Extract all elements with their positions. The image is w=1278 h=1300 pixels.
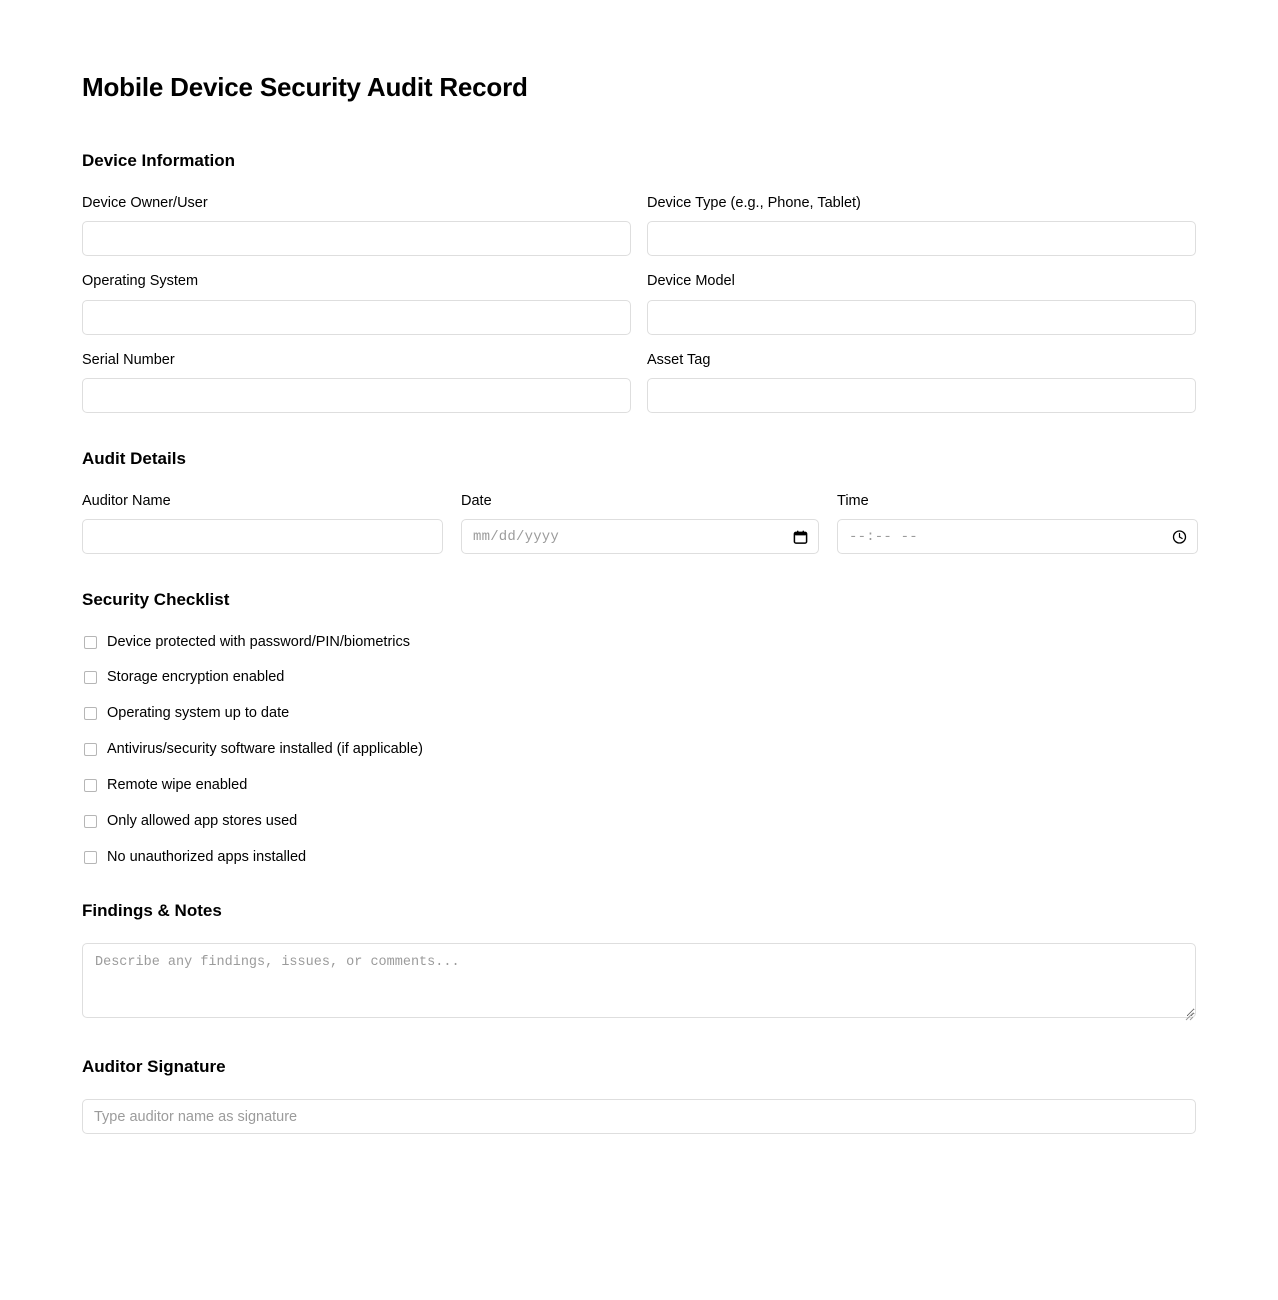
section-auditor-signature	[82, 1057, 1196, 1134]
page-title: Mobile Device Security Audit Record	[82, 72, 528, 102]
operating-system-input[interactable]	[82, 300, 631, 335]
label-device-type: Device Type (e.g., Phone, Tablet)	[647, 194, 861, 211]
checklist-item-label: Remote wipe enabled	[107, 776, 248, 793]
asset-tag-input[interactable]	[647, 378, 1196, 413]
section-findings-notes	[82, 901, 1196, 1023]
section-heading-audit-details: Audit Details	[82, 449, 186, 469]
section-heading-device-information: Device Information	[82, 151, 236, 171]
checklist-item-label: Only allowed app stores used	[107, 812, 298, 829]
device-model-input[interactable]	[647, 300, 1196, 335]
label-operating-system: Operating System	[82, 273, 199, 290]
notes-wrapper	[82, 943, 1196, 1023]
checklist-item-label: Device protected with password/PIN/biometrics	[107, 633, 411, 650]
label-audit-date: Date	[461, 492, 492, 509]
checklist-item-label: No unauthorized apps installed	[107, 848, 307, 865]
field-serial-number	[82, 351, 631, 414]
label-device-model: Device Model	[647, 273, 735, 290]
field-operating-system	[82, 272, 631, 335]
section-heading-findings-notes: Findings & Notes	[82, 900, 222, 920]
checkbox-password-protection[interactable]	[84, 636, 97, 649]
checklist-item[interactable]	[82, 848, 1196, 867]
section-heading-security-checklist: Security Checklist	[82, 590, 230, 610]
field-device-owner	[82, 194, 631, 257]
field-device-model	[647, 272, 1196, 335]
label-audit-time: Time	[837, 492, 869, 509]
checklist-item[interactable]	[82, 668, 1196, 687]
findings-notes-textarea[interactable]	[82, 943, 1196, 1018]
checkbox-os-up-to-date[interactable]	[84, 707, 97, 720]
label-auditor-name: Auditor Name	[82, 492, 171, 509]
checklist	[82, 633, 1196, 867]
label-serial-number: Serial Number	[82, 351, 175, 368]
section-security-checklist	[82, 590, 1196, 866]
checklist-item[interactable]	[82, 633, 1196, 652]
checklist-item-label: Storage encryption enabled	[107, 669, 285, 686]
audit-date-input[interactable]	[461, 519, 819, 554]
section-device-information	[82, 151, 1196, 413]
form-row	[82, 492, 1196, 555]
device-owner-input[interactable]	[82, 221, 631, 256]
checklist-item[interactable]	[82, 776, 1196, 795]
calendar-icon[interactable]	[793, 529, 808, 544]
label-device-owner: Device Owner/User	[82, 194, 208, 211]
checkbox-storage-encryption[interactable]	[84, 671, 97, 684]
clock-icon[interactable]	[1172, 529, 1187, 544]
checkbox-antivirus-installed[interactable]	[84, 743, 97, 756]
field-auditor-name	[82, 492, 443, 555]
checklist-item[interactable]	[82, 740, 1196, 759]
field-device-type	[647, 194, 1196, 257]
label-asset-tag: Asset Tag	[647, 351, 711, 368]
checkbox-remote-wipe[interactable]	[84, 779, 97, 792]
form-row	[82, 272, 1196, 335]
checkbox-no-unauthorized-apps[interactable]	[84, 851, 97, 864]
form-row	[82, 194, 1196, 257]
section-audit-details	[82, 449, 1196, 554]
auditor-signature-input[interactable]	[82, 1099, 1196, 1134]
date-input-wrapper	[461, 519, 819, 554]
section-heading-auditor-signature: Auditor Signature	[82, 1056, 226, 1076]
checklist-item-label: Antivirus/security software installed (if applicable)	[107, 741, 423, 758]
device-type-input[interactable]	[647, 221, 1196, 256]
serial-number-input[interactable]	[82, 378, 631, 413]
field-asset-tag	[647, 351, 1196, 414]
field-audit-date	[461, 492, 819, 555]
audit-time-input[interactable]	[837, 519, 1198, 554]
checklist-item-label: Operating system up to date	[107, 705, 290, 722]
checklist-item[interactable]	[82, 704, 1196, 723]
checklist-item[interactable]	[82, 812, 1196, 831]
form-row	[82, 351, 1196, 414]
time-input-wrapper	[837, 519, 1198, 554]
field-audit-time	[837, 492, 1198, 555]
checkbox-allowed-app-stores[interactable]	[84, 815, 97, 828]
auditor-name-input[interactable]	[82, 519, 443, 554]
